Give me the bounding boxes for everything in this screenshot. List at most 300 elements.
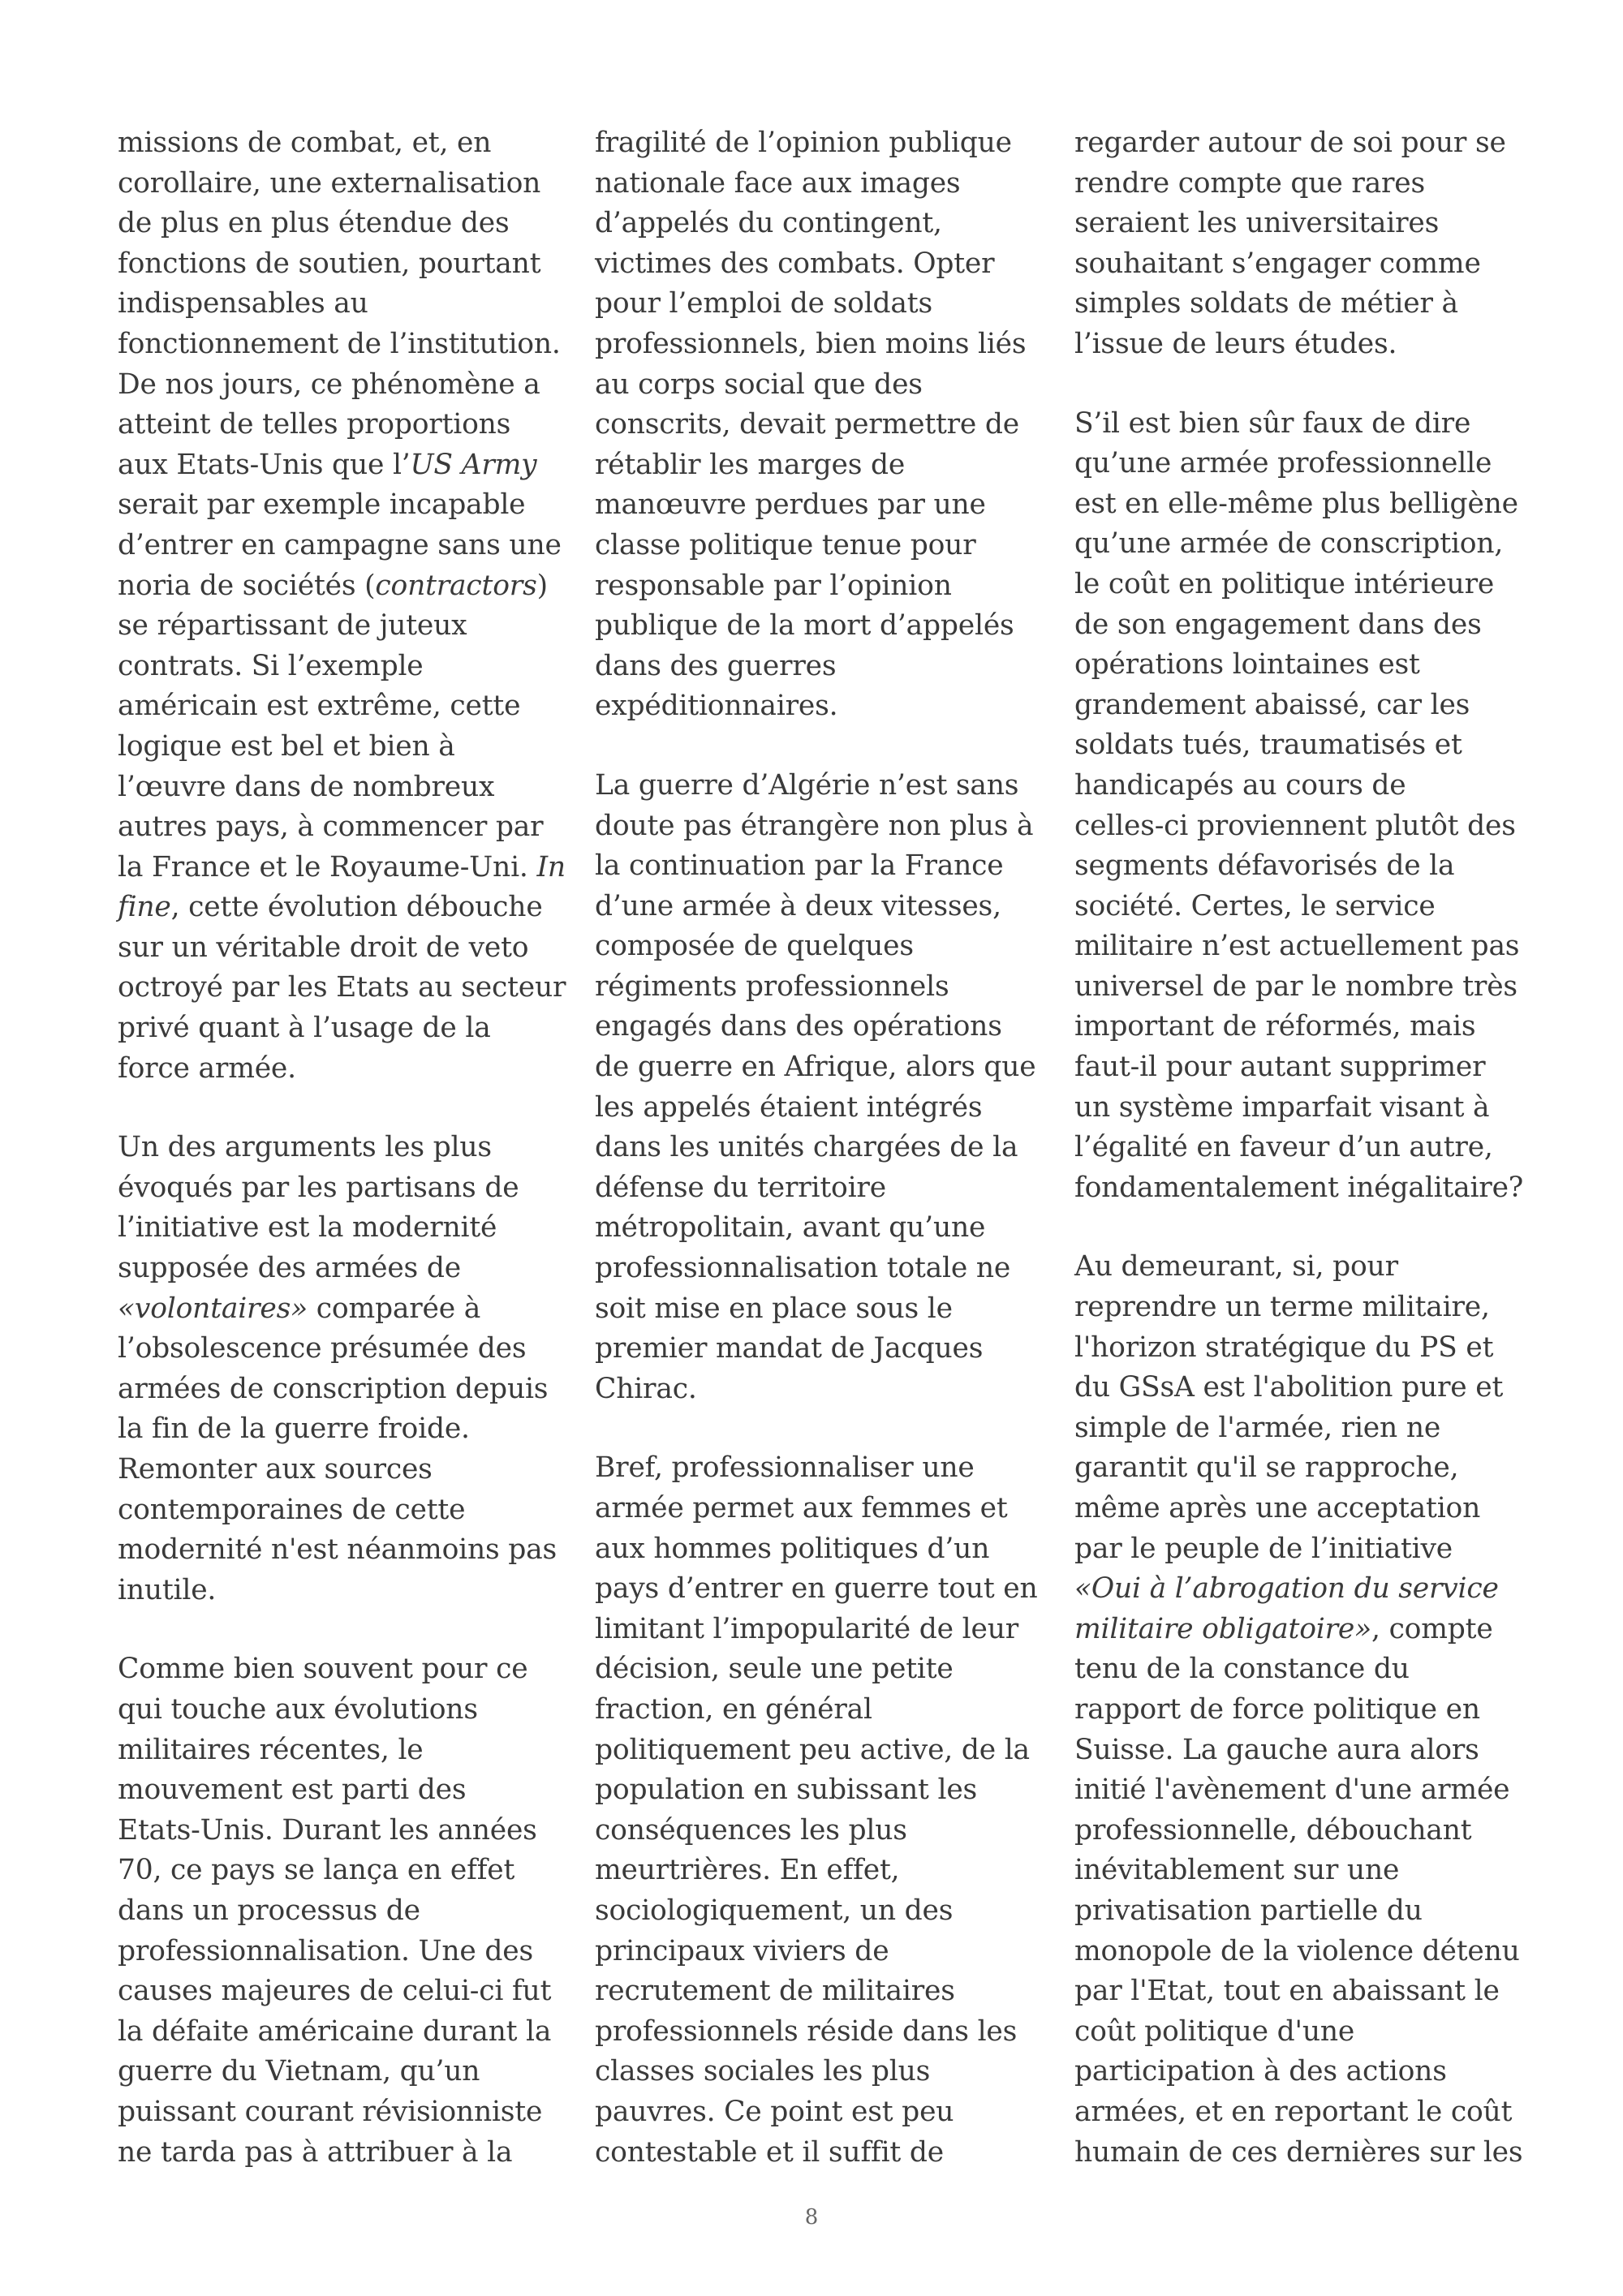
text-segment: la continuation par la France — [595, 849, 1004, 883]
text-line — [118, 686, 556, 727]
text-segment: un système imparfait visant à — [1074, 1090, 1490, 1124]
text-segment: ) — [536, 569, 548, 602]
text-line — [595, 1891, 1033, 1932]
text-line — [595, 647, 1033, 687]
text-line — [1074, 1851, 1513, 1891]
text-segment: de son engagement dans des — [1074, 608, 1482, 641]
italic-text-segment: contractors — [375, 569, 537, 602]
text-segment: tenu de la constance du — [1074, 1653, 1410, 1686]
text-line — [118, 1409, 556, 1450]
text-line — [118, 767, 556, 808]
text-line — [1074, 1649, 1513, 1690]
text-line — [1074, 1128, 1513, 1168]
text-line — [595, 1289, 1033, 1330]
text-segment: composée de quelques — [595, 930, 914, 963]
text-segment: doute pas étrangère non plus à — [595, 809, 1034, 842]
italic-text-segment: US Army — [410, 448, 537, 481]
text-segment: humain de ces dernières sur les — [1074, 2135, 1523, 2169]
text-segment: population en subissant les — [595, 1774, 978, 1807]
text-segment: grandement abaissé, car les — [1074, 688, 1470, 721]
text-segment: mouvement est parti des — [118, 1774, 467, 1807]
text-segment: professionnels réside dans les — [595, 2014, 1018, 2048]
text-line — [118, 1932, 556, 1972]
text-segment: responsable par l’opinion — [595, 569, 952, 602]
text-segment: la fin de la guerre froide. — [118, 1412, 470, 1446]
text-segment: autres pays, à commencer par — [118, 810, 544, 844]
text-segment: comparée à — [307, 1292, 481, 1325]
text-line — [595, 1690, 1033, 1731]
text-segment: missions de combat, et, en — [118, 127, 492, 159]
text-segment: se répartissant de juteux — [118, 609, 467, 643]
text-segment: l’issue de leurs études. — [1074, 327, 1397, 360]
text-line — [1074, 846, 1513, 887]
text-segment: professionnalisation. Une des — [118, 1934, 534, 1967]
text-line — [595, 1851, 1033, 1891]
text-segment: Au demeurant, si, pour — [1074, 1250, 1398, 1283]
text-segment: logique est bel et bien à — [118, 729, 455, 763]
text-line — [595, 1448, 1033, 1489]
text-segment: fraction, en général — [595, 1692, 872, 1726]
paragraph — [1074, 404, 1524, 1209]
text-line — [118, 1731, 556, 1771]
text-segment: monopole de la violence détenu — [1074, 1934, 1520, 1967]
text-segment: armée permet aux femmes et — [595, 1492, 1008, 1524]
text-segment: 70, ce pays se lança en effet — [118, 1854, 515, 1887]
text-line — [118, 1369, 556, 1410]
text-segment: contemporaines de cette — [118, 1493, 466, 1526]
text-segment: simple de l'armée, rien ne — [1074, 1411, 1441, 1444]
text-segment: important de réformés, mais — [1074, 1010, 1476, 1043]
text-segment: l’initiative est la modernité — [118, 1211, 497, 1245]
text-line — [1074, 204, 1513, 244]
text-line — [1074, 2133, 1523, 2173]
text-segment: armées, et en reportant le coût — [1074, 2095, 1513, 2128]
text-segment: expéditionnaires. — [595, 690, 838, 723]
text-line — [595, 445, 1033, 486]
text-segment: octroyé par les Etats au secteur — [118, 971, 566, 1004]
text-line — [595, 485, 1033, 526]
text-line — [595, 1770, 1033, 1811]
text-line — [1074, 1569, 1513, 1610]
text-segment: Etats-Unis. Durant les années — [118, 1813, 537, 1847]
text-line — [118, 1008, 556, 1049]
text-segment: l'horizon stratégique du PS et — [1074, 1331, 1494, 1364]
text-segment: celles-ci proviennent plutôt des — [1074, 809, 1516, 842]
text-line — [118, 2052, 556, 2092]
text-segment: Remonter aux sources — [118, 1453, 433, 1486]
text-segment: militaire n’est actuellement pas — [1074, 930, 1520, 963]
text-segment: le coût en politique intérieure — [1074, 567, 1495, 600]
text-line — [1074, 1731, 1513, 1771]
paragraph — [118, 1128, 556, 1610]
text-segment: Bref, professionnaliser une — [595, 1451, 975, 1485]
text-line — [1074, 1088, 1513, 1129]
text-line — [1074, 524, 1513, 565]
text-line — [595, 123, 1033, 164]
text-segment: initié l'avènement d'une armée — [1074, 1774, 1510, 1807]
text-segment: Suisse. La gauche aura alors — [1074, 1733, 1479, 1766]
text-line — [118, 1851, 556, 1891]
italic-text-segment: In — [536, 850, 566, 884]
text-segment: militaires récentes, le — [118, 1733, 424, 1766]
text-line — [118, 1249, 556, 1289]
text-line — [595, 1610, 1033, 1650]
text-line — [1074, 1168, 1524, 1209]
paragraph — [595, 1448, 1038, 2173]
text-line — [1074, 1811, 1513, 1851]
text-segment: recrutement de militaires — [595, 1975, 955, 2008]
text-segment: Comme bien souvent pour ce — [118, 1653, 528, 1686]
text-line — [595, 1128, 1033, 1168]
text-line — [595, 1649, 1033, 1690]
text-line — [1074, 325, 1513, 365]
text-line — [118, 848, 566, 888]
text-segment: nationale face aux images — [595, 166, 961, 200]
text-line — [595, 887, 1033, 927]
text-line — [595, 927, 1033, 967]
text-line — [1074, 1610, 1513, 1650]
text-line — [595, 164, 1033, 204]
text-line — [595, 284, 1033, 325]
text-line — [118, 164, 556, 204]
text-line — [1074, 927, 1520, 967]
text-segment: professionnelle, débouchant — [1074, 1813, 1472, 1847]
text-segment: soldats tués, traumatisés et — [1074, 729, 1462, 762]
text-line — [118, 2012, 556, 2053]
text-segment: modernité n'est néanmoins pas — [118, 1533, 558, 1567]
text-line — [595, 2052, 1033, 2092]
text-segment: professionnalisation totale ne — [595, 1252, 1011, 1285]
text-segment: pauvres. Ce point est peu — [595, 2095, 954, 2128]
paragraph — [118, 123, 566, 1089]
text-line — [595, 1971, 1033, 2012]
text-line — [595, 686, 1033, 727]
text-segment: au corps social que des — [595, 368, 923, 401]
text-line — [1074, 1529, 1513, 1570]
text-segment: , compte — [1371, 1612, 1493, 1645]
text-line — [118, 1690, 556, 1731]
text-segment: victimes des combats. Opter — [595, 247, 995, 280]
text-line — [118, 1490, 556, 1531]
text-segment: soit mise en place sous le — [595, 1292, 953, 1325]
text-line — [1074, 1328, 1513, 1369]
text-segment: aux hommes politiques d’un — [595, 1532, 990, 1565]
text-line — [118, 928, 556, 969]
text-line — [118, 1811, 556, 1851]
text-line — [118, 325, 561, 365]
paragraph — [1074, 123, 1513, 365]
text-line — [118, 1530, 556, 1571]
text-line — [118, 566, 556, 607]
text-line — [1074, 1007, 1513, 1047]
text-line — [118, 647, 556, 687]
text-line — [118, 1128, 556, 1168]
text-line — [1074, 484, 1518, 525]
text-segment: limitant l’impopularité de leur — [595, 1612, 1019, 1645]
text-segment: défense du territoire — [595, 1171, 886, 1204]
text-segment: du GSsA est l'abolition pure et — [1074, 1371, 1504, 1404]
text-line — [118, 1649, 556, 1690]
text-segment: puissant courant révisionniste — [118, 2095, 543, 2128]
text-segment: de plus en plus étendue des — [118, 207, 510, 240]
text-segment: ne tarda pas à attribuer à la — [118, 2135, 513, 2169]
text-segment: aux Etats-Unis que l’ — [118, 448, 411, 481]
text-line — [1074, 2092, 1513, 2133]
text-line — [1074, 1368, 1513, 1408]
text-line — [595, 244, 1033, 285]
text-segment: les appelés étaient intégrés — [595, 1090, 983, 1124]
text-line — [1074, 1971, 1513, 2012]
text-line — [118, 123, 556, 164]
text-segment: simples soldats de métier à — [1074, 287, 1458, 320]
text-column-2 — [595, 123, 1038, 2212]
text-line — [595, 1369, 1033, 1410]
text-segment: l’obsolescence présumée des — [118, 1332, 527, 1365]
text-line — [1074, 404, 1513, 445]
text-line — [1074, 967, 1518, 1008]
text-segment: Chirac. — [595, 1372, 697, 1405]
text-line — [595, 1731, 1033, 1771]
text-line — [1074, 725, 1513, 766]
text-line — [595, 2012, 1033, 2053]
text-segment: qu’une armée de conscription, — [1074, 527, 1504, 561]
text-line — [1074, 284, 1513, 325]
text-line — [118, 727, 556, 767]
text-line — [1074, 1288, 1513, 1328]
text-line — [595, 325, 1033, 365]
text-segment: De nos jours, ce phénomène a — [118, 368, 540, 401]
text-line — [118, 405, 556, 445]
text-segment: principaux viviers de — [595, 1934, 889, 1967]
text-segment: contestable et il suffit de — [595, 2135, 944, 2169]
text-segment: La guerre d’Algérie n’est sans — [595, 768, 1019, 802]
text-line — [118, 365, 556, 406]
text-line — [1074, 1891, 1513, 1932]
text-line — [118, 888, 556, 928]
text-line — [595, 1932, 1033, 1972]
text-segment: serait par exemple incapable — [118, 488, 526, 522]
text-segment: la France et le Royaume-Uni. — [118, 850, 537, 884]
text-line — [595, 1088, 1033, 1129]
text-line — [595, 606, 1033, 647]
text-line — [1074, 1770, 1513, 1811]
text-segment: universel de par le nombre très — [1074, 970, 1518, 1003]
text-segment: regarder autour de soi pour se — [1074, 127, 1506, 159]
text-segment: sociologiquement, un des — [595, 1894, 954, 1927]
text-line — [118, 284, 556, 325]
text-line — [118, 1289, 556, 1330]
text-line — [1074, 1932, 1520, 1972]
text-line — [1074, 164, 1513, 204]
text-line — [118, 244, 556, 285]
text-line — [595, 1007, 1033, 1047]
text-segment: handicapés au cours de — [1074, 768, 1406, 802]
text-segment: indispensables au — [118, 287, 368, 320]
text-segment: pays d’entrer en guerre tout en — [595, 1572, 1038, 1606]
text-segment: corollaire, une externalisation — [118, 166, 541, 200]
text-segment: politiquement peu active, de la — [595, 1733, 1030, 1766]
paragraph — [595, 766, 1036, 1410]
text-line — [595, 2133, 1033, 2173]
text-line — [595, 405, 1033, 445]
text-line — [595, 204, 1033, 244]
text-line — [595, 1249, 1033, 1289]
text-segment: l’égalité en faveur d’un autre, — [1074, 1131, 1493, 1164]
paragraph — [118, 1649, 556, 2173]
text-segment: fonctions de soutien, pourtant — [118, 247, 541, 280]
text-line — [1074, 887, 1513, 927]
text-line — [118, 807, 556, 848]
text-segment: décision, seule une petite — [595, 1653, 954, 1686]
text-segment: meurtrières. En effet, — [595, 1854, 900, 1887]
text-segment: société. Certes, le service — [1074, 889, 1436, 922]
italic-text-segment: fine — [118, 891, 171, 924]
text-line — [1074, 1448, 1513, 1489]
text-segment: engagés dans des opérations — [595, 1010, 1002, 1043]
text-segment: rapport de force politique en — [1074, 1692, 1480, 1726]
text-segment: professionnels, bien moins liés — [595, 327, 1027, 360]
text-segment: inutile. — [118, 1573, 217, 1606]
page-number: 8 — [804, 2205, 819, 2229]
text-segment: par l'Etat, tout en abaissant le — [1074, 1975, 1500, 2008]
text-line — [118, 1571, 556, 1611]
text-line — [118, 1208, 556, 1249]
text-line — [118, 1971, 556, 2012]
text-segment: la défaite américaine durant la — [118, 2014, 552, 2048]
text-line — [1074, 2012, 1513, 2053]
text-line — [1074, 244, 1513, 285]
text-line — [118, 1450, 556, 1490]
text-line — [1074, 766, 1513, 806]
text-line — [1074, 1408, 1513, 1449]
text-line — [118, 1049, 556, 1090]
text-segment: souhaitant s’engager comme — [1074, 247, 1481, 280]
text-segment: fonctionnement de l’institution. — [118, 327, 561, 360]
text-segment: atteint de telles proportions — [118, 408, 511, 441]
text-segment: opérations lointaines est — [1074, 648, 1420, 681]
text-line — [118, 526, 562, 566]
text-segment: l’œuvre dans de nombreux — [118, 770, 495, 803]
text-segment: segments défavorisés de la — [1074, 849, 1455, 883]
text-segment: métropolitain, avant qu’une — [595, 1211, 986, 1245]
text-line — [595, 806, 1033, 847]
text-line — [595, 526, 1033, 566]
text-segment: Un des arguments les plus — [118, 1131, 492, 1164]
text-segment: pour l’emploi de soldats — [595, 287, 932, 320]
text-segment: armées de conscription depuis — [118, 1372, 549, 1405]
text-line — [118, 1168, 556, 1209]
text-segment: reprendre un terme militaire, — [1074, 1291, 1490, 1324]
italic-text-segment: «Oui à l’abrogation du service — [1074, 1572, 1499, 1606]
text-segment: conséquences les plus — [595, 1813, 907, 1847]
text-line — [118, 606, 556, 647]
text-line — [118, 1770, 556, 1811]
text-line — [118, 485, 556, 526]
text-line — [1074, 605, 1513, 646]
text-line — [1074, 2052, 1513, 2092]
text-segment: publique de la mort d’appelés — [595, 609, 1014, 643]
text-line — [118, 1329, 556, 1369]
text-line — [1074, 686, 1513, 726]
text-line — [595, 1208, 1033, 1249]
text-segment: qui touche aux évolutions — [118, 1692, 478, 1726]
text-segment: force armée. — [118, 1051, 296, 1085]
text-segment: , cette évolution débouche — [170, 891, 543, 924]
text-line — [595, 1569, 1038, 1610]
text-line — [118, 2133, 556, 2173]
text-segment: dans des guerres — [595, 649, 837, 682]
text-segment: guerre du Vietnam, qu’un — [118, 2055, 480, 2088]
text-segment: de guerre en Afrique, alors que — [595, 1051, 1036, 1084]
text-segment: fragilité de l’opinion publique — [595, 127, 1012, 159]
text-line — [1074, 645, 1513, 686]
text-line — [595, 967, 1033, 1008]
text-segment: manœuvre perdues par une — [595, 488, 986, 522]
text-line — [595, 566, 1033, 607]
text-segment: supposée des armées de — [118, 1252, 461, 1285]
text-segment: seraient les universitaires — [1074, 207, 1440, 240]
text-line — [118, 445, 556, 486]
text-column-1 — [118, 123, 566, 2212]
text-segment: d’une armée à deux vitesses, — [595, 889, 1001, 922]
text-line — [595, 846, 1033, 887]
text-line — [595, 1168, 1033, 1209]
text-segment: causes majeures de celui-ci fut — [118, 1975, 552, 2008]
text-segment: d’entrer en campagne sans une — [118, 528, 562, 561]
text-line — [1074, 1247, 1513, 1288]
text-line — [1074, 1489, 1513, 1529]
text-line — [595, 1811, 1033, 1851]
text-segment: privatisation partielle du — [1074, 1894, 1423, 1927]
text-line — [595, 2092, 1033, 2133]
text-segment: par le peuple de l’initiative — [1074, 1532, 1453, 1565]
text-segment: même après une acceptation — [1074, 1492, 1481, 1524]
text-line — [595, 1489, 1033, 1529]
text-line — [595, 766, 1033, 806]
text-segment: régiments professionnels — [595, 970, 949, 1003]
text-segment: dans un processus de — [118, 1894, 420, 1927]
text-segment: premier mandat de Jacques — [595, 1332, 984, 1365]
text-line — [595, 1329, 1033, 1369]
text-line — [1074, 565, 1513, 605]
text-line — [118, 2092, 556, 2133]
text-line — [1074, 123, 1513, 164]
text-segment: participation à des actions — [1074, 2055, 1447, 2088]
italic-text-segment: «volontaires» — [118, 1292, 308, 1325]
italic-text-segment: militaire obligatoire» — [1074, 1612, 1372, 1645]
text-segment: qu’une armée professionnelle — [1074, 447, 1492, 480]
text-line — [595, 1529, 1033, 1570]
text-segment: classes sociales les plus — [595, 2055, 931, 2088]
text-line — [595, 1047, 1036, 1088]
text-line — [1074, 1047, 1513, 1088]
text-line — [1074, 1690, 1513, 1731]
text-line — [1074, 444, 1513, 484]
text-segment: évoqués par les partisans de — [118, 1171, 519, 1204]
text-segment: coût politique d'une — [1074, 2014, 1355, 2048]
text-line — [118, 968, 566, 1008]
text-line — [118, 1891, 556, 1932]
text-segment: fondamentalement inégalitaire? — [1074, 1171, 1524, 1204]
text-segment: dans les unités chargées de la — [595, 1131, 1018, 1164]
text-segment: conscrits, devait permettre de — [595, 408, 1020, 441]
text-segment: privé quant à l’usage de la — [118, 1012, 491, 1045]
text-segment: d’appelés du contingent, — [595, 207, 942, 240]
text-segment: rétablir les marges de — [595, 448, 906, 481]
text-segment: rendre compte que rares — [1074, 166, 1425, 200]
text-segment: inévitablement sur une — [1074, 1854, 1400, 1887]
paragraph — [1074, 1247, 1523, 2173]
